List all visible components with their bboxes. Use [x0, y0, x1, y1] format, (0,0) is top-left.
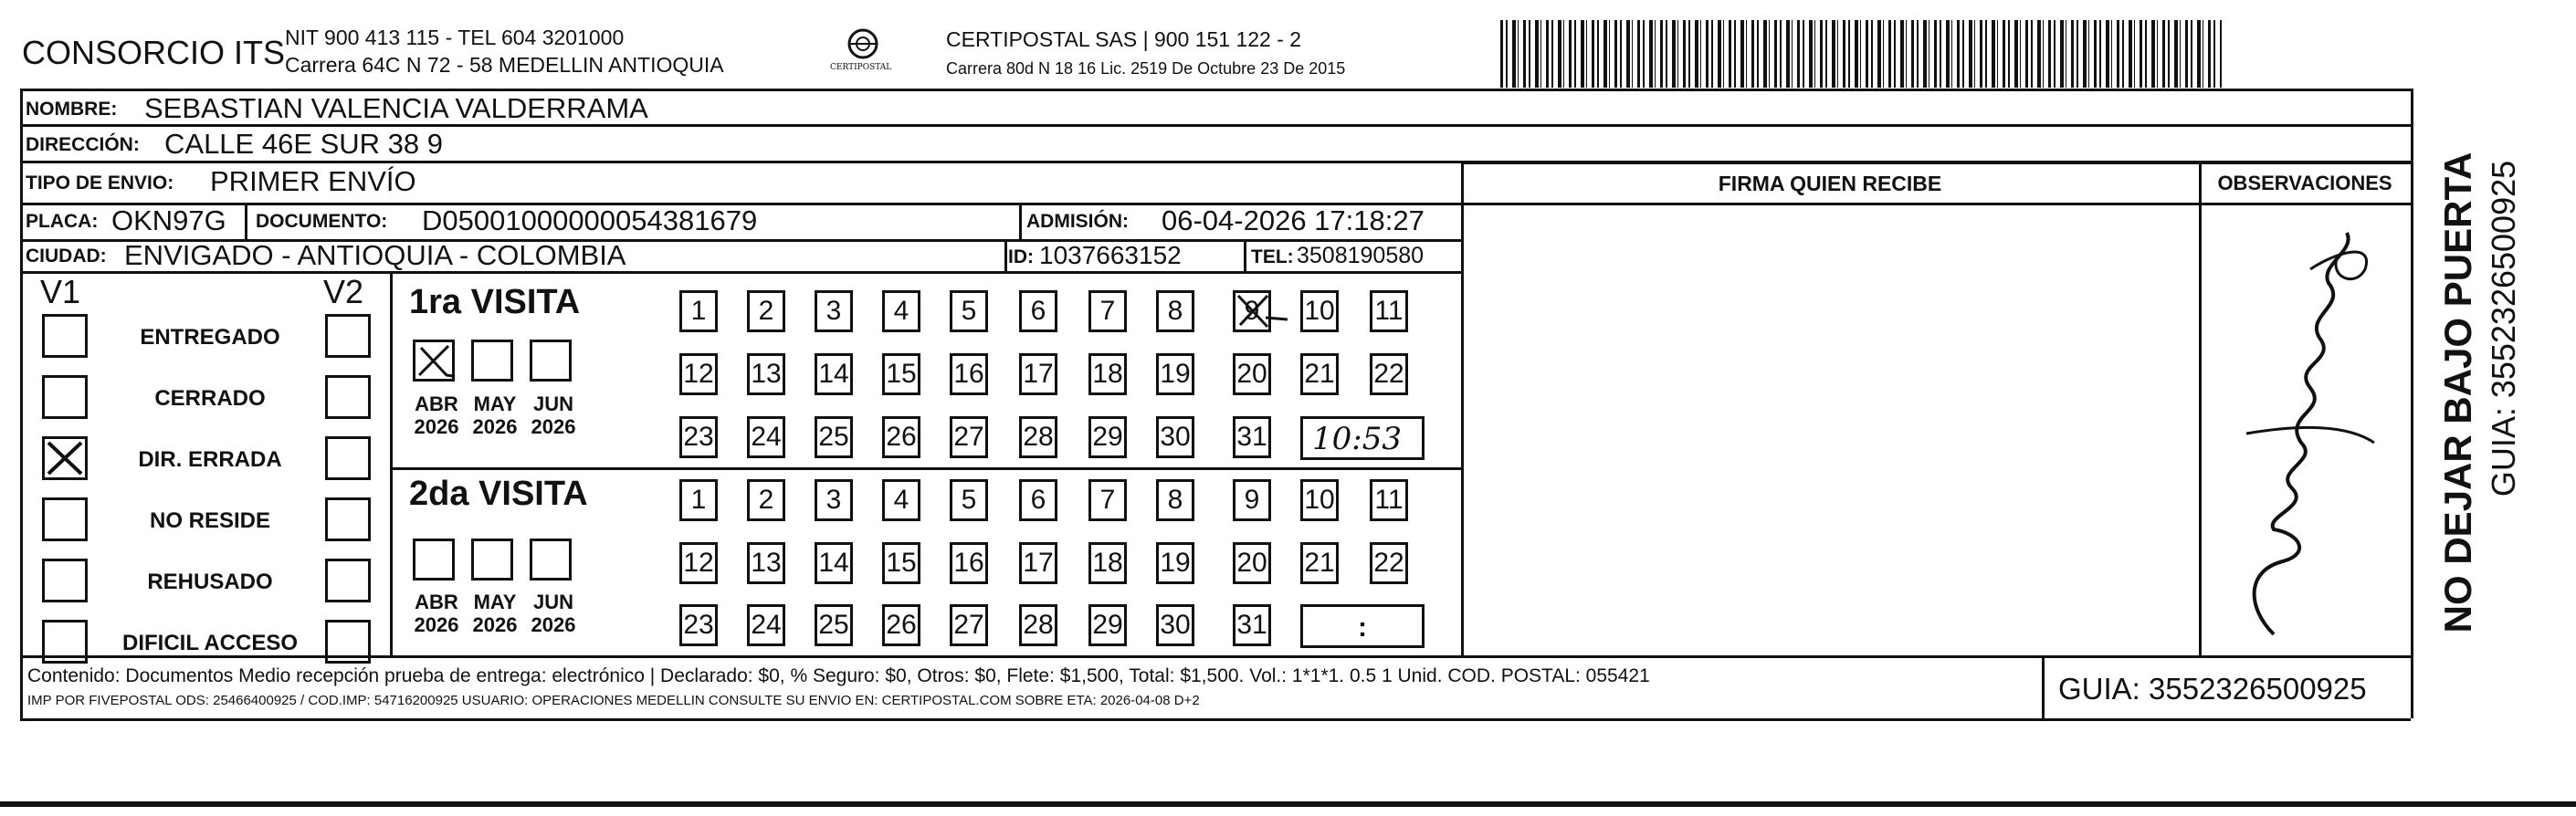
- second-visit-day[interactable]: 22: [1370, 542, 1408, 584]
- print-info-line: IMP POR FIVEPOSTAL ODS: 25466400925 / COD.IMP: 54716200925 USUARIO: OPERACIONES MEDELLIN CONSULTE SU ENVIO EN: CERTIPOSTAL.COM SOBRE ETA: 2026-04-08 D+2: [27, 693, 1200, 708]
- id-value: 1037663152: [1039, 241, 1182, 269]
- day-mark-icon: [1233, 290, 1297, 337]
- status-label: NO RESIDE: [149, 508, 271, 533]
- second-visit-day[interactable]: 7: [1088, 479, 1127, 521]
- month-year: 2026: [472, 415, 518, 439]
- v1-header: V1: [40, 273, 81, 310]
- first-visit-day[interactable]: 27: [950, 416, 988, 458]
- id-label: ID:: [1008, 246, 1034, 267]
- shipment-type: PRIMER ENVÍO: [210, 165, 416, 197]
- second-visit-day[interactable]: 23: [679, 604, 718, 646]
- status-label: DIR. ERRADA: [138, 447, 282, 472]
- footer-guia: GUIA: 3552326500925: [2058, 672, 2367, 706]
- month-name: JUN: [532, 392, 573, 415]
- tel-label: TEL:: [1251, 246, 1294, 267]
- first-visit-month-label: [524, 392, 583, 439]
- first-visit-day[interactable]: 24: [747, 416, 785, 458]
- recipient-name: SEBASTIAN VALENCIA VALDERRAMA: [144, 92, 648, 124]
- first-visit-day[interactable]: 30: [1156, 416, 1194, 458]
- first-visit-day[interactable]: 12: [679, 353, 718, 395]
- first-visit-day[interactable]: 15: [882, 353, 920, 395]
- second-visit-day[interactable]: 29: [1088, 604, 1127, 646]
- cell-divider: [1004, 239, 1007, 271]
- v1-checkbox[interactable]: [42, 375, 88, 419]
- signature-divider: [1461, 162, 1464, 655]
- row-line: [20, 655, 2411, 658]
- second-visit-month-box[interactable]: [530, 539, 572, 581]
- v2-header: V2: [323, 273, 364, 310]
- first-visit-day[interactable]: 31: [1233, 416, 1271, 458]
- v1-checkbox[interactable]: [42, 497, 88, 541]
- first-visit-day[interactable]: 21: [1300, 353, 1339, 395]
- second-visit-day[interactable]: 19: [1156, 542, 1194, 584]
- second-visit-day[interactable]: 11: [1370, 479, 1408, 521]
- second-visit-month-box[interactable]: [471, 539, 513, 581]
- v1-checkbox[interactable]: [42, 314, 88, 358]
- no-under-door-notice: NO DEJAR BAJO PUERTA: [2436, 152, 2479, 633]
- courier-address: Carrera 80d N 18 16 Lic. 2519 De Octubre 23 De 2015: [946, 59, 1346, 78]
- second-visit-day[interactable]: 27: [950, 604, 988, 646]
- status-label: REHUSADO: [147, 570, 273, 594]
- address-label: DIRECCIÓN:: [26, 134, 140, 155]
- first-visit-day[interactable]: 28: [1019, 416, 1057, 458]
- month-name: MAY: [473, 392, 517, 415]
- second-visit-day[interactable]: 24: [747, 604, 785, 646]
- second-visit-time-value: :: [1358, 612, 1367, 643]
- plate-label: PLACA:: [26, 211, 99, 232]
- admission-value: 06-04-2026 17:18:27: [1162, 204, 1425, 236]
- document-label: DOCUMENTO:: [256, 211, 388, 232]
- second-visit-month-label: [524, 591, 583, 637]
- first-visit-month-label: [407, 392, 466, 439]
- first-visit-time[interactable]: [1300, 416, 1425, 460]
- row-line: [1461, 162, 2411, 164]
- first-visit-day[interactable]: 6: [1019, 290, 1057, 332]
- city-value: ENVIGADO - ANTIOQUIA - COLOMBIA: [124, 239, 626, 271]
- recipient-address: CALLE 46E SUR 38 9: [164, 128, 444, 160]
- cell-divider: [2042, 655, 2045, 718]
- v1-checkbox[interactable]: [42, 620, 88, 664]
- first-visit-day[interactable]: 19: [1156, 353, 1194, 395]
- first-visit-day[interactable]: 13: [747, 353, 785, 395]
- month-year: 2026: [414, 415, 459, 439]
- second-visit-day[interactable]: 26: [882, 604, 920, 646]
- recipient-signature: [2210, 214, 2402, 643]
- frame-bottom-line: [20, 718, 2411, 721]
- second-visit-day[interactable]: 8: [1156, 479, 1194, 521]
- first-visit-title: 1ra VISITA: [409, 283, 581, 321]
- second-visit-day[interactable]: 13: [747, 542, 785, 584]
- cell-divider: [1244, 239, 1246, 271]
- month-name: MAY: [473, 591, 517, 613]
- first-visit-day[interactable]: 20: [1233, 353, 1271, 395]
- second-visit-day[interactable]: 4: [882, 479, 920, 521]
- second-visit-day[interactable]: 1: [679, 479, 718, 521]
- second-visit-day[interactable]: 25: [815, 604, 853, 646]
- first-visit-day[interactable]: 29: [1088, 416, 1127, 458]
- status-label: CERRADO: [154, 386, 266, 411]
- second-visit-day[interactable]: 21: [1300, 542, 1339, 584]
- row-line: [1461, 203, 2411, 205]
- second-visit-day[interactable]: 17: [1019, 542, 1057, 584]
- first-visit-day[interactable]: 10: [1300, 290, 1339, 332]
- frame-right-line: [2411, 89, 2413, 718]
- status-label: ENTREGADO: [140, 325, 280, 350]
- v2-checkbox[interactable]: [325, 497, 371, 541]
- company-name: CONSORCIO ITS: [22, 34, 286, 71]
- first-visit-day[interactable]: 4: [882, 290, 920, 332]
- second-visit-month-label: [407, 591, 466, 637]
- city-label: CIUDAD:: [26, 246, 107, 267]
- first-visit-day[interactable]: 14: [815, 353, 853, 395]
- observations-header: OBSERVACIONES: [2217, 172, 2392, 194]
- v1-checkbox[interactable]: [42, 436, 88, 480]
- first-visit-month-label: [466, 392, 524, 439]
- row-line: [20, 271, 1461, 274]
- second-visit-day[interactable]: 18: [1088, 542, 1127, 584]
- cell-divider: [1019, 203, 1022, 239]
- second-visit-day[interactable]: 5: [950, 479, 988, 521]
- first-visit-day[interactable]: 26: [882, 416, 920, 458]
- first-visit-day[interactable]: 5: [950, 290, 988, 332]
- second-visit-day[interactable]: 6: [1019, 479, 1057, 521]
- month-name: ABR: [415, 591, 458, 613]
- first-visit-time-value: 10:53: [1312, 421, 1402, 457]
- v2-checkbox[interactable]: [325, 436, 371, 480]
- second-visit-day[interactable]: 15: [882, 542, 920, 584]
- second-visit-day[interactable]: 20: [1233, 542, 1271, 584]
- first-visit-day[interactable]: 11: [1370, 290, 1408, 332]
- second-visit-day[interactable]: 28: [1019, 604, 1057, 646]
- v2-checkbox[interactable]: [325, 314, 371, 358]
- v1-checkbox[interactable]: [42, 559, 88, 602]
- tel-value: 3508190580: [1297, 243, 1425, 268]
- second-visit-day[interactable]: 2: [747, 479, 785, 521]
- second-visit-day[interactable]: 12: [679, 542, 718, 584]
- plate-value: OKN97G: [111, 204, 226, 236]
- second-visit-month-box[interactable]: [413, 539, 455, 581]
- frame-left-line: [20, 89, 23, 718]
- company-nit: NIT 900 413 115 - TEL 604 3201000: [285, 26, 625, 49]
- first-visit-month-box[interactable]: [471, 340, 513, 382]
- v2-checkbox[interactable]: [325, 620, 371, 664]
- second-visit-day[interactable]: 30: [1156, 604, 1194, 646]
- first-visit-day[interactable]: 18: [1088, 353, 1127, 395]
- month-name: JUN: [532, 591, 573, 613]
- month-year: 2026: [414, 613, 459, 637]
- second-visit-day[interactable]: 31: [1233, 604, 1271, 646]
- observations-divider: [2199, 162, 2202, 655]
- second-visit-month-label: [466, 591, 524, 637]
- month-year: 2026: [531, 613, 576, 637]
- first-visit-day[interactable]: 17: [1019, 353, 1057, 395]
- first-visit-day[interactable]: 9: [1233, 290, 1271, 332]
- status-label: DIFICIL ACCESO: [121, 631, 298, 655]
- first-visit-day[interactable]: 1: [679, 290, 718, 332]
- courier-name: CERTIPOSTAL SAS | 900 151 122 - 2: [946, 27, 1302, 51]
- visits-divider: [390, 271, 393, 655]
- side-guia: GUIA: 3552326500925: [2485, 160, 2522, 497]
- contents-line: Contenido: Documentos Medio recepción prueba de entrega: electrónico | Declarado: $0, % Seguro: $0, Otros: $0, Flete: $1,500, Total: $1,500. Vol.: 1*1*1. 0.5 1 Unid. COD. POSTAL: 055421: [27, 665, 1650, 686]
- first-visit-day[interactable]: 23: [679, 416, 718, 458]
- page-bottom-rule: [0, 801, 2576, 807]
- cell-divider: [245, 203, 247, 239]
- certipostal-logo: [826, 27, 899, 82]
- document-value: D05001000000054381679: [422, 204, 758, 236]
- first-visit-day[interactable]: 2: [747, 290, 785, 332]
- month-year: 2026: [531, 415, 576, 439]
- first-visit-day[interactable]: 7: [1088, 290, 1127, 332]
- barcode: [1500, 20, 2222, 88]
- second-visit-day[interactable]: 10: [1300, 479, 1339, 521]
- first-visit-day[interactable]: 3: [815, 290, 853, 332]
- second-visit-day[interactable]: 16: [950, 542, 988, 584]
- signature-header: FIRMA QUIEN RECIBE: [1718, 172, 1942, 195]
- name-label: NOMBRE:: [26, 99, 118, 120]
- month-year: 2026: [472, 613, 518, 637]
- row-line: [20, 124, 2411, 127]
- first-visit-day[interactable]: 8: [1156, 290, 1194, 332]
- first-visit-day[interactable]: 16: [950, 353, 988, 395]
- logo-text: CERTIPOSTAL: [830, 63, 892, 72]
- v2-checkbox[interactable]: [325, 559, 371, 602]
- first-visit-day[interactable]: 22: [1370, 353, 1408, 395]
- frame-top-line: [20, 89, 2411, 91]
- second-visit-title: 2da VISITA: [409, 475, 588, 513]
- month-name: ABR: [415, 392, 458, 415]
- second-visit-time[interactable]: [1300, 604, 1425, 648]
- admission-label: ADMISIÓN:: [1026, 211, 1129, 232]
- visit-divider: [390, 467, 1461, 470]
- v2-checkbox[interactable]: [325, 375, 371, 419]
- type-label: TIPO DE ENVIO:: [26, 173, 174, 194]
- second-visit-day[interactable]: 9: [1233, 479, 1271, 521]
- second-visit-day[interactable]: 3: [815, 479, 853, 521]
- second-visit-day[interactable]: 14: [815, 542, 853, 584]
- first-visit-month-box[interactable]: [530, 340, 572, 382]
- first-visit-month-box[interactable]: [413, 340, 455, 382]
- first-visit-day[interactable]: 25: [815, 416, 853, 458]
- company-address: Carrera 64C N 72 - 58 MEDELLIN ANTIOQUIA: [285, 53, 724, 77]
